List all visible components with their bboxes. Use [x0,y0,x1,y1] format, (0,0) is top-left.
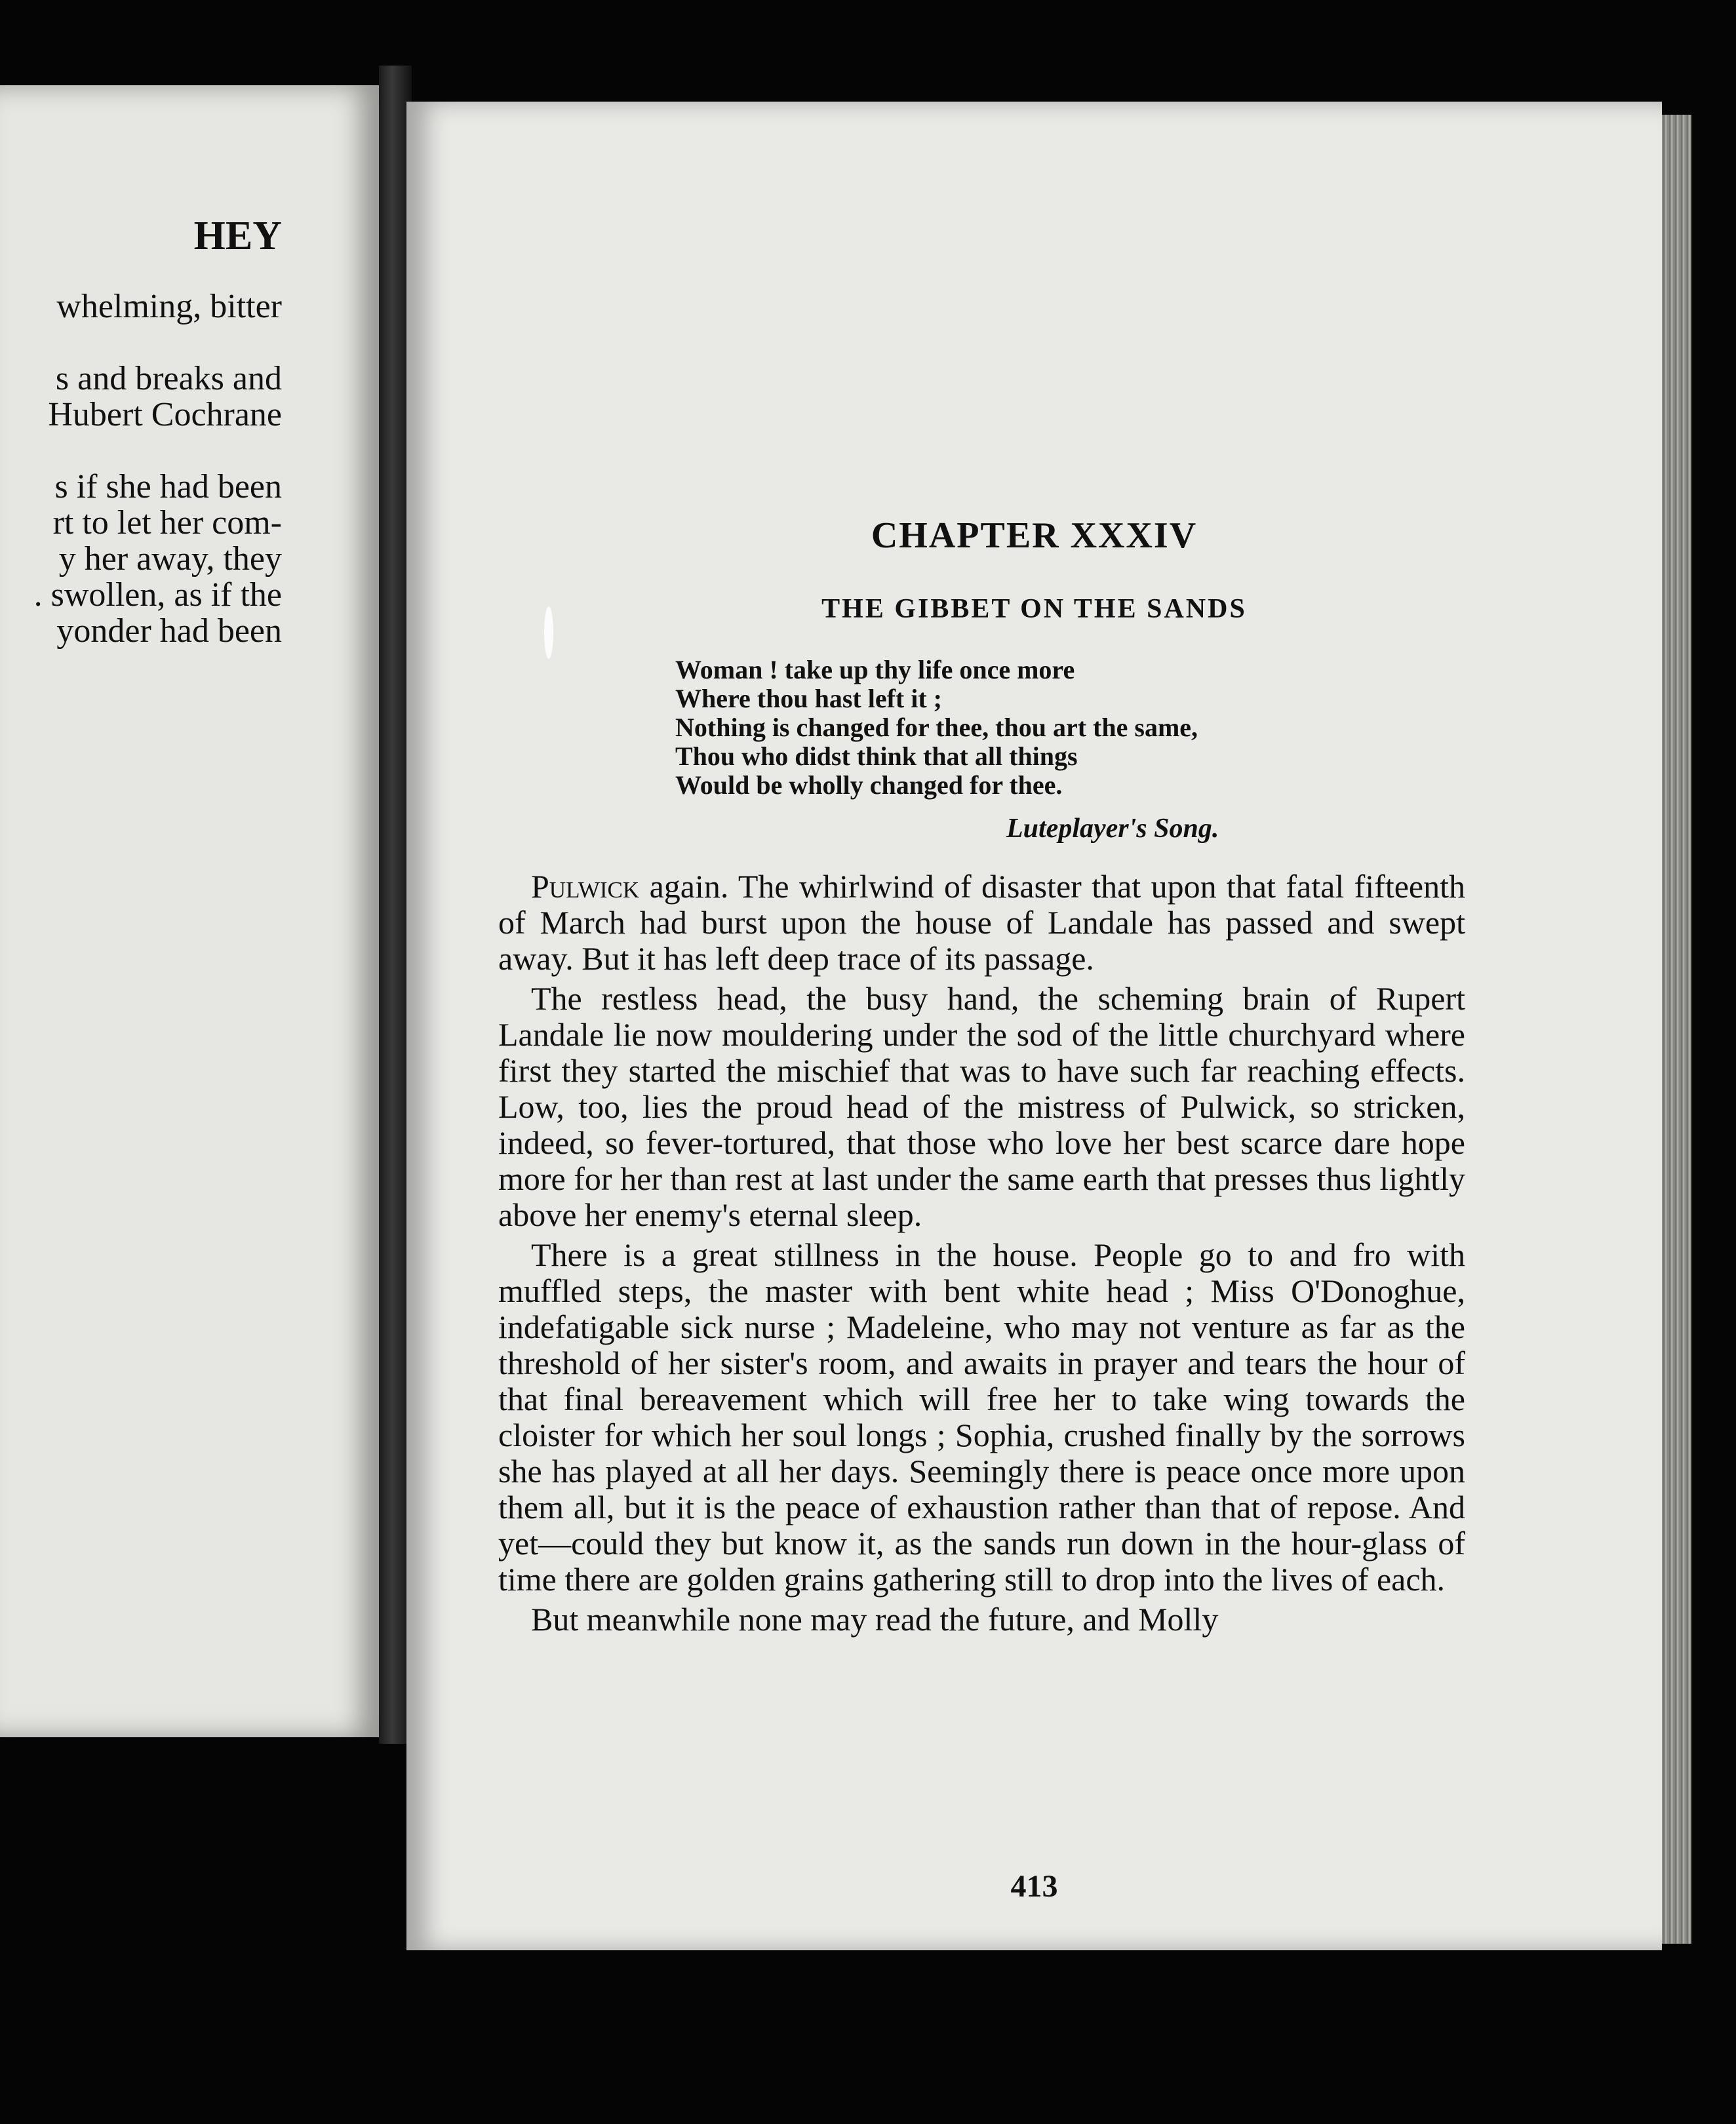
left-page-line: s if she had been [54,468,282,505]
epigraph-attribution: Luteplayer's Song. [1006,814,1219,844]
left-page-line: y her away, they [58,540,282,578]
paragraph [498,1237,1465,1598]
right-page [406,102,1662,1950]
left-page-running-header: HEY [193,214,282,258]
paragraph [498,1602,1465,1638]
epigraph-line: Nothing is changed for thee, thou art the same, [675,713,1198,742]
page-edge [1662,115,1691,1944]
chapter-title: CHAPTER XXXIV [871,515,1198,556]
chapter-body [498,869,1465,1638]
left-page-line: yonder had been [56,612,282,650]
epigraph-line: Would be wholly changed for thee. [675,770,1063,800]
paragraph [498,869,1465,977]
epigraph-line: Thou who didst think that all things [675,741,1078,771]
paragraph-text: The restless head, the busy hand, the scheming brain of Rupert Landale lie now mouldering under the sod of the little churchyard where first they started the mischief that was to have such far reaching effects. Low, too, lies the proud head of the mistress of Pulwick, so stricken, indeed, so fever-tortured, that those who love her best scarce dare hope more for her than rest at last under the same earth that presses thus lightly above her enemy's eternal sleep. [498,980,1465,1233]
left-page-line: s and breaks and [55,360,282,397]
chapter-subtitle: THE GIBBET ON THE SANDS [821,594,1247,624]
left-page [0,85,380,1737]
left-page-line: . swollen, as if the [33,576,282,614]
epigraph-line: Where thou hast left it ; [675,684,942,713]
epigraph [675,656,1331,800]
paragraph-text: again. The whirlwind of disaster that upon that fatal fifteenth of March had burst upon the house of Landale has passed and swept away. But it has left deep trace of its passage. [498,868,1465,977]
paragraph-lead: Pulwick [531,868,640,905]
epigraph-line: Woman ! take up thy life once more [675,655,1075,684]
left-page-line: Hubert Cochrane [48,396,282,433]
left-page-line: rt to let her com- [52,504,282,541]
paragraph [498,981,1465,1233]
left-page-line: whelming, bitter [56,288,282,325]
page-number: 413 [1010,1869,1058,1904]
paragraph-text: There is a great stillness in the house. People go to and fro with muffled steps, the master with bent white head ; Miss O'Donoghue, indefatigable sick nurse ; Madeleine, who may not venture as far as the threshold of her sister's room, and awaits in prayer and tears the hour of that final bereavement which will free her to take wing towards the cloister for which her soul longs ; Sophia, crushed finally by the sorrows she has played at all her days. Seemingly there is peace once more upon them all, but it is the peace of exhaustion rather than that of repose. And yet—could they but know it, as the sands run down in the hour-glass of time there are golden grains gathering still to drop into the lives of each. [498,1236,1465,1598]
paragraph-text: But meanwhile none may read the future, and Molly [531,1601,1219,1638]
